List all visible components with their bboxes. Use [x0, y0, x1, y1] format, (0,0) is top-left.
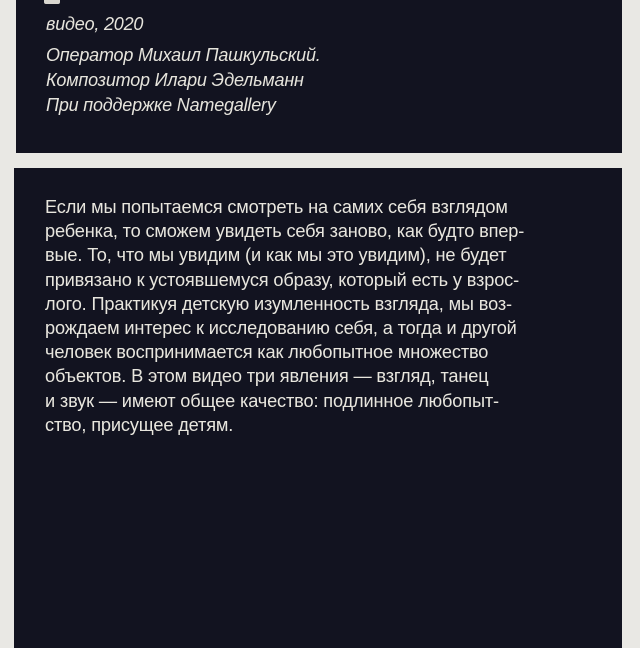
credit-line-camera: Оператор Михаил Пашкульский. — [46, 45, 321, 65]
cropped-letter-fragment — [44, 0, 60, 4]
description-line: лого. Практикуя детскую изумленность взгляда, мы воз- — [45, 293, 512, 314]
description-line: объектов. В этом видео три явления — взгляд, танец — [45, 366, 489, 387]
description-line: и звук — имеют общее качество: подлинное любопыт- — [45, 390, 499, 411]
credits-panel — [16, 0, 622, 153]
description-line: ребенка, то сможем увидеть себя заново, как будто впер- — [45, 221, 525, 242]
video-year: видео, 2020 — [46, 14, 144, 34]
credit-line-support: При поддержке Namegallery — [46, 95, 276, 115]
description-line: рождаем интерес к исследованию себя, а тогда и другой — [45, 318, 517, 339]
description-line: человек воспринимается как любопытное множество — [45, 342, 489, 363]
credit-line-composer: Композитор Илари Эдельманн — [46, 70, 304, 90]
description-line: привязано к устоявшемуся образу, который есть у взрос- — [45, 269, 520, 290]
description-line: вые. То, что мы увидим (и как мы это увидим), не будет — [45, 245, 507, 266]
description-line: Если мы попытаемся смотреть на самих себя взглядом — [45, 197, 508, 217]
description-line: ство, присущее детям. — [45, 414, 234, 435]
description-panel — [14, 168, 622, 648]
